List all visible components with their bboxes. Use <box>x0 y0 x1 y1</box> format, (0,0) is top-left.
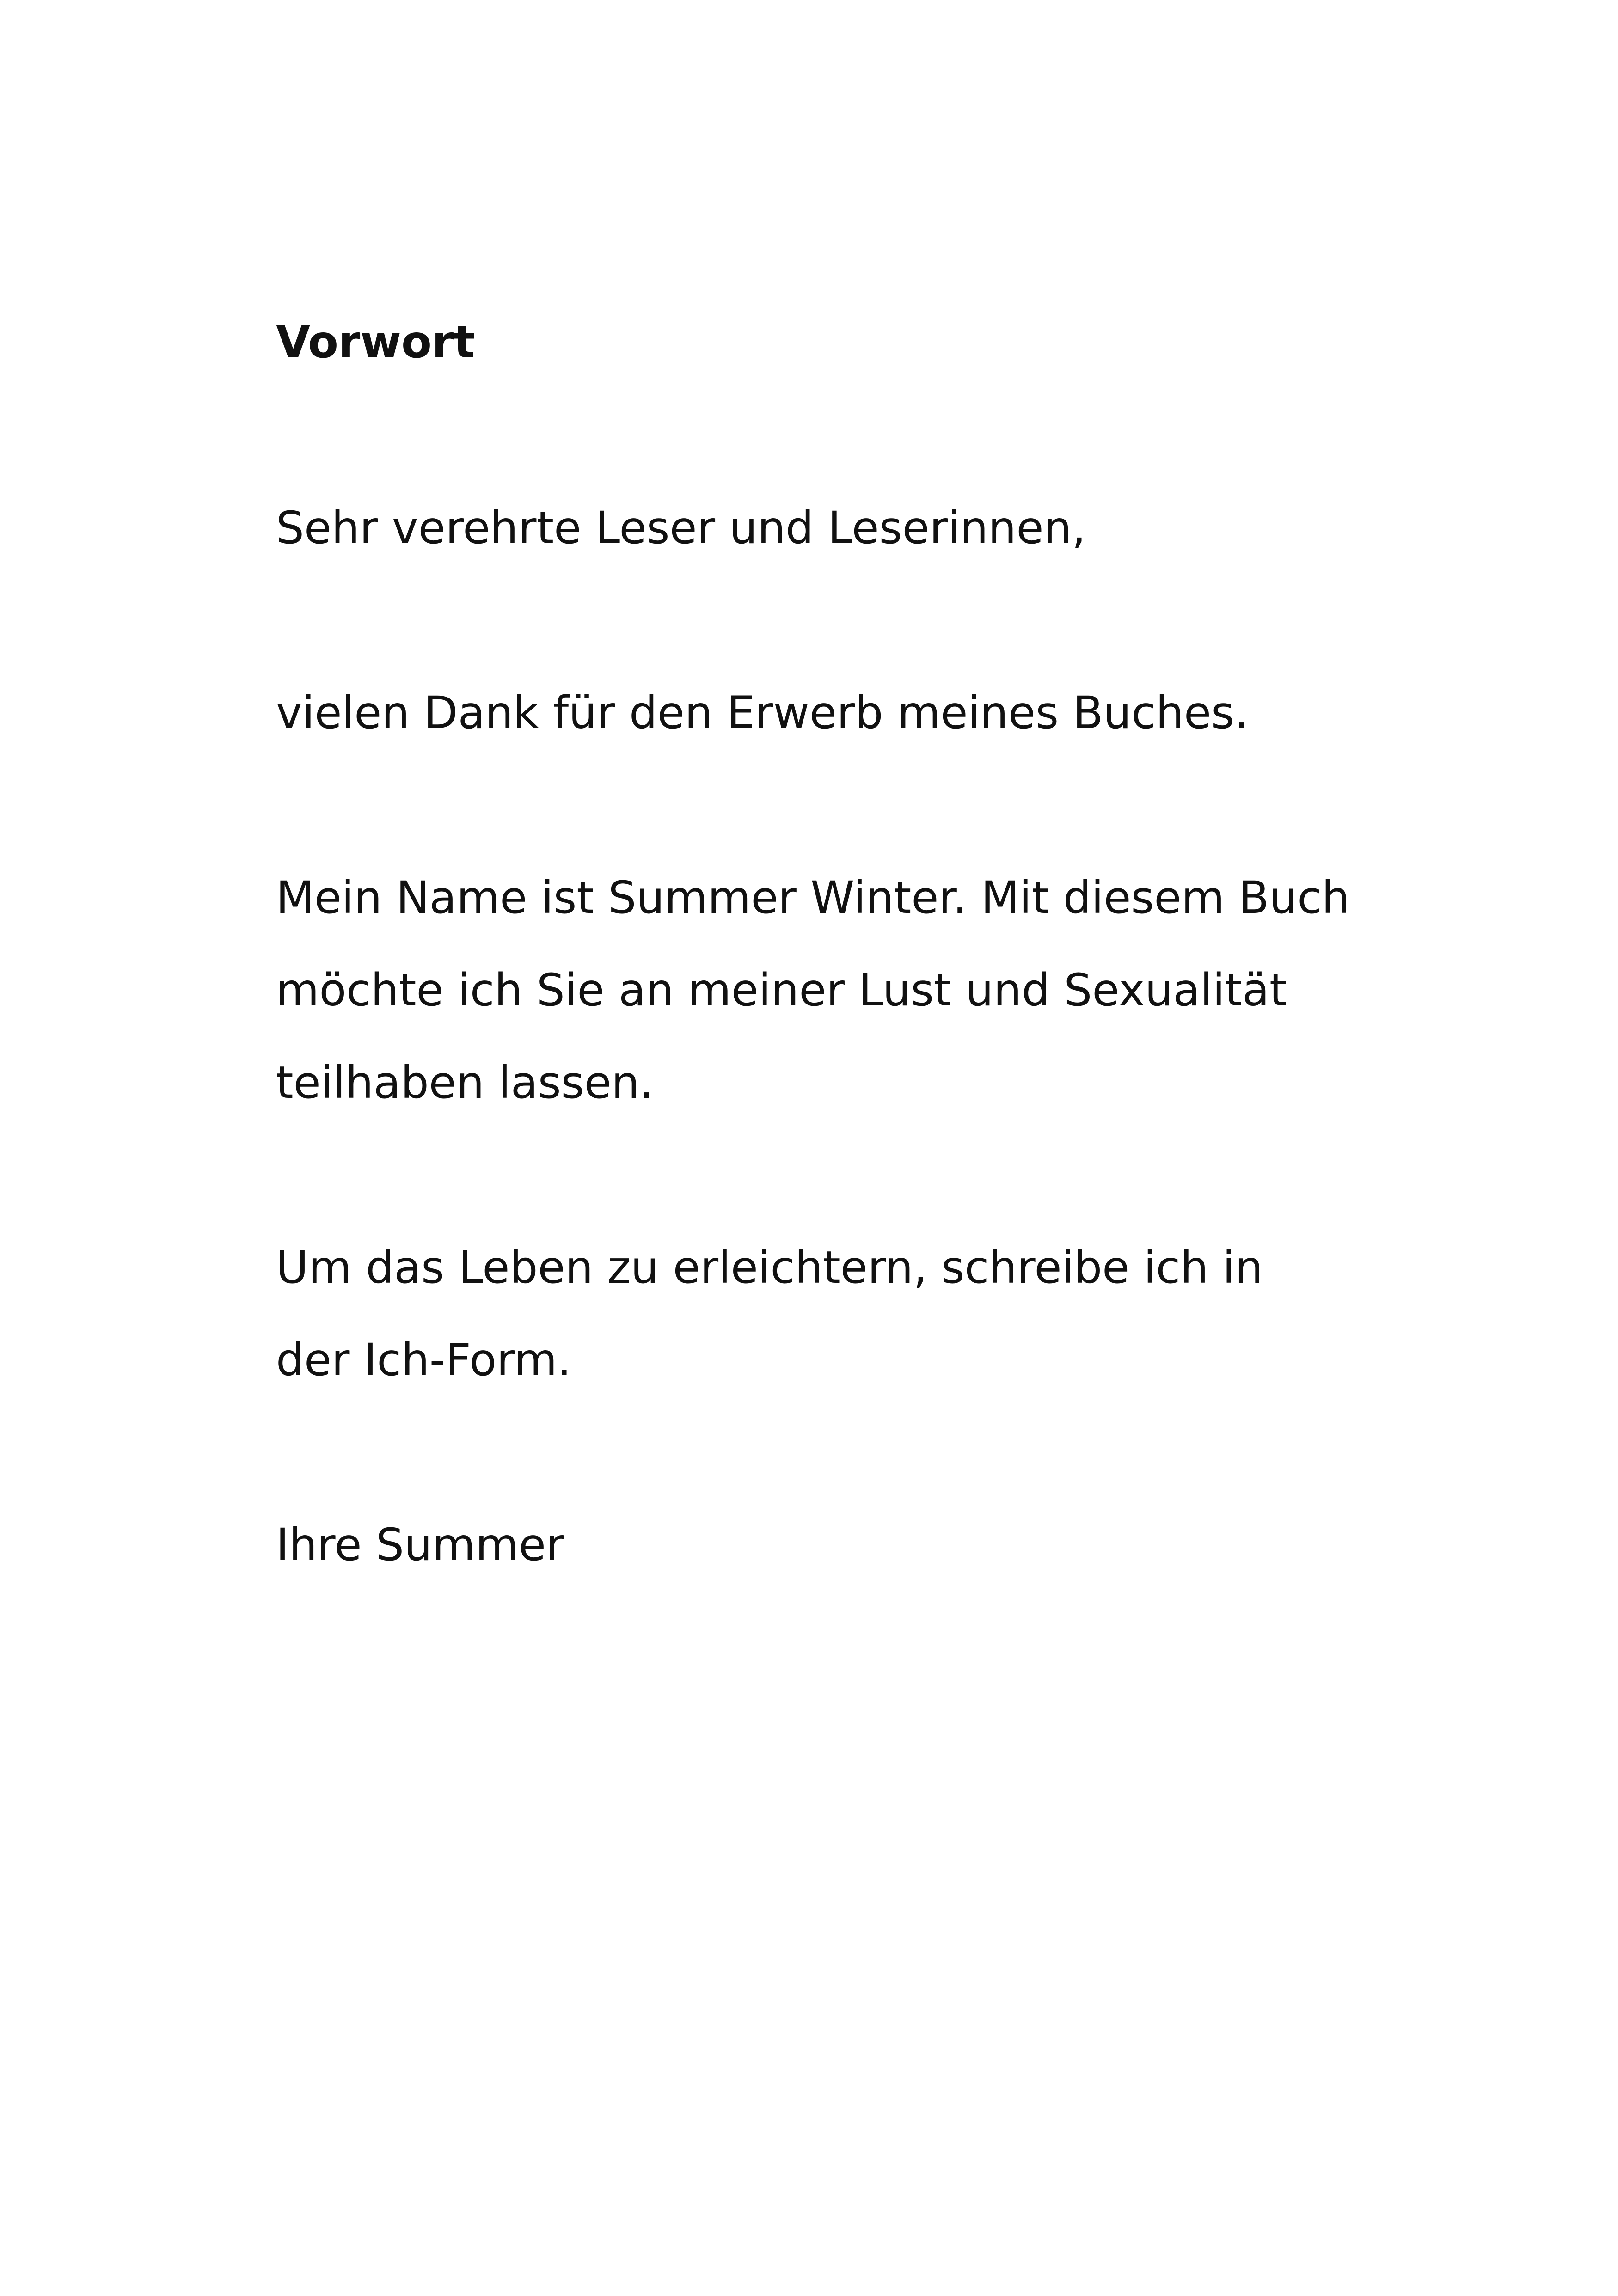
signature-line: Ihre Summer <box>276 1519 564 1571</box>
form-paragraph <box>276 1221 1263 1406</box>
intro-line: möchte ich Sie an meiner Lust und Sexualität <box>276 964 1287 1016</box>
intro-line: Mein Name ist Summer Winter. Mit diesem Buch <box>276 872 1350 924</box>
form-line: Um das Leben zu erleichtern, schreibe ich in <box>276 1242 1263 1293</box>
greeting-line: Sehr verehrte Leser und Leserinnen, <box>276 502 1086 554</box>
signature-paragraph <box>276 1499 564 1591</box>
intro-line: teilhaben lassen. <box>276 1057 654 1108</box>
form-line: der Ich-Form. <box>276 1334 571 1386</box>
page-heading: Vorwort <box>276 316 475 368</box>
greeting-paragraph <box>276 482 1086 574</box>
intro-paragraph <box>276 851 1350 1129</box>
thanks-paragraph <box>276 667 1249 759</box>
thanks-line: vielen Dank für den Erwerb meines Buches. <box>276 687 1249 739</box>
